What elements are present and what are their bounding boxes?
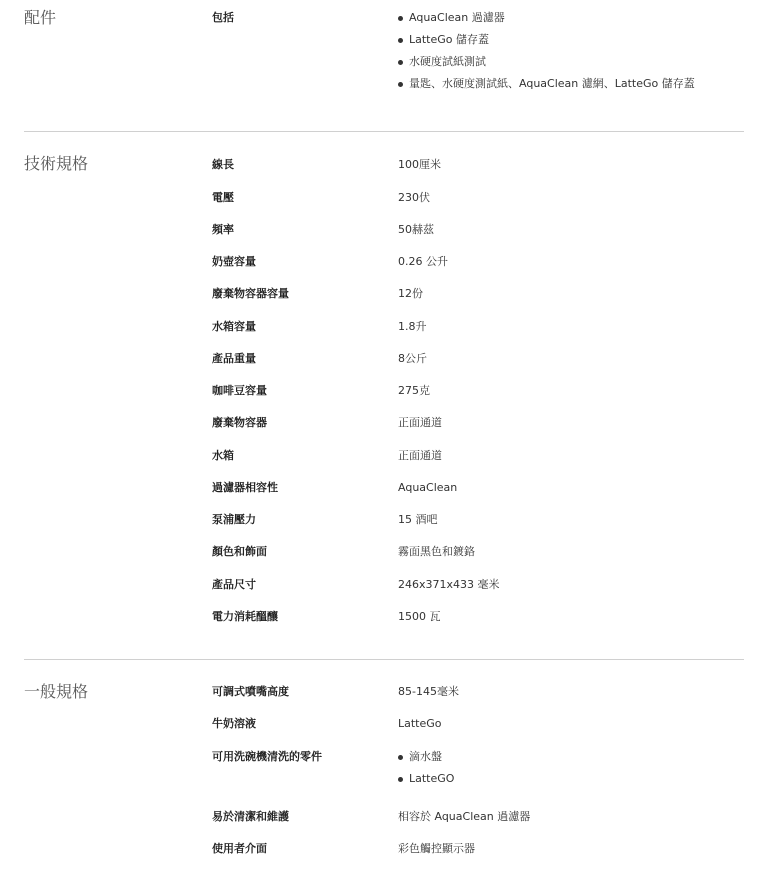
- spec-value: 230伏: [398, 191, 430, 204]
- spec-label: 電壓: [212, 191, 234, 204]
- spec-value: 8公斤: [398, 352, 427, 365]
- included-items-list: [398, 10, 695, 98]
- spec-label: 牛奶溶液: [212, 717, 256, 730]
- spec-value: 85-145毫米: [398, 685, 459, 698]
- spec-label: 可用洗碗機清洗的零件: [212, 750, 322, 763]
- spec-value: 50赫茲: [398, 223, 434, 236]
- spec-label: 咖啡豆容量: [212, 384, 267, 397]
- spec-label: 廢棄物容器: [212, 416, 267, 429]
- list-item: 量匙、水硬度測試紙、AquaClean 濾網、LatteGo 儲存蓋: [398, 76, 695, 98]
- spec-label: 水箱: [212, 449, 234, 462]
- spec-value: 275克: [398, 384, 430, 397]
- spec-value: 1.8升: [398, 320, 427, 333]
- spec-value: 0.26 公升: [398, 255, 448, 268]
- spec-value: 15 酒吧: [398, 513, 438, 526]
- section-divider: [24, 659, 744, 660]
- spec-label: 頻率: [212, 223, 234, 236]
- spec-label: 廢棄物容器容量: [212, 287, 289, 300]
- list-item: 水硬度試紙測試: [398, 54, 695, 76]
- spec-label: 可調式噴嘴高度: [212, 685, 289, 698]
- spec-label-included: 包括: [212, 11, 234, 24]
- spec-label: 顏色和飾面: [212, 545, 267, 558]
- spec-label: 過濾器相容性: [212, 481, 278, 494]
- spec-value: 霧面黑色和鍍鉻: [398, 545, 475, 558]
- spec-label: 奶壺容量: [212, 255, 256, 268]
- spec-value: 相容於 AquaClean 過濾器: [398, 810, 531, 823]
- accessories-title: 配件: [24, 8, 57, 27]
- spec-label: 使用者介面: [212, 842, 267, 855]
- spec-value: 正面通道: [398, 449, 442, 462]
- spec-value: 100厘米: [398, 158, 441, 171]
- tech-spec-title: 技術規格: [24, 154, 89, 173]
- spec-label: 線長: [212, 158, 234, 171]
- list-item: AquaClean 過濾器: [398, 10, 695, 32]
- spec-label: 易於清潔和維護: [212, 810, 289, 823]
- spec-label: 電力消耗醞釀: [212, 610, 278, 623]
- list-item: LatteGo 儲存蓋: [398, 32, 695, 54]
- spec-label: 產品重量: [212, 352, 256, 365]
- spec-value: 246x371x433 毫米: [398, 578, 500, 591]
- spec-value: 1500 瓦: [398, 610, 441, 623]
- dishwasher-parts-list: [398, 749, 454, 793]
- spec-value: 彩色觸控顯示器: [398, 842, 475, 855]
- list-item: 滴水盤: [398, 749, 454, 771]
- spec-value: AquaClean: [398, 481, 458, 494]
- spec-label: 水箱容量: [212, 320, 256, 333]
- spec-value: 正面通道: [398, 416, 442, 429]
- spec-value: 12份: [398, 287, 423, 300]
- spec-value: LatteGo: [398, 717, 442, 730]
- section-divider: [24, 131, 744, 132]
- list-item: LatteGO: [398, 771, 454, 793]
- spec-label: 產品尺寸: [212, 578, 256, 591]
- general-spec-title: 一般規格: [24, 682, 89, 701]
- spec-label: 泵浦壓力: [212, 513, 256, 526]
